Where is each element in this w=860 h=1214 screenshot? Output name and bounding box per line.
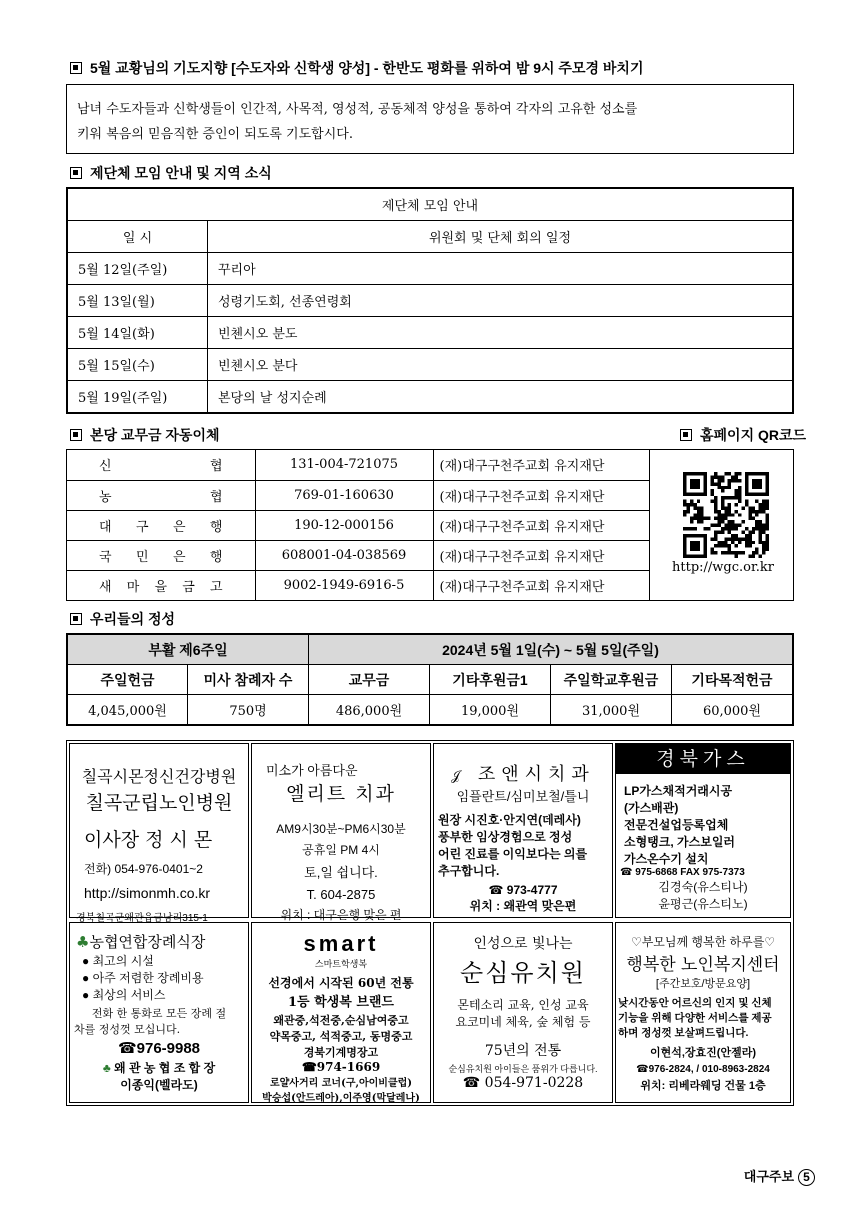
homepage-url[interactable]: http://wgc.or.kr — [672, 560, 774, 575]
table-row — [68, 285, 793, 317]
ad-funeral[interactable] — [69, 922, 249, 1103]
meetings-section-title: 제단체 모임 안내 및 지역 소식 — [70, 163, 272, 183]
ad-text: ☎976-9988 — [117, 1040, 201, 1057]
tooth-icon: 𝒥 — [451, 769, 467, 784]
ad-text: 기능을 위해 다양한 서비스를 제공 — [618, 1012, 772, 1024]
bank-box — [66, 449, 794, 601]
ad-dental-elite[interactable] — [251, 743, 431, 922]
ad-text: 풍부한 임상경험으로 정성 — [438, 830, 573, 844]
meeting-desc: 빈첸시오 분도 — [208, 317, 793, 349]
col-header: 기타목적헌금 — [672, 665, 793, 695]
table-row — [67, 510, 650, 540]
qr-code-icon[interactable] — [683, 472, 769, 558]
offering-week: 부활 제6주일 — [68, 635, 309, 665]
ad-text: ☎ 975-6868 FAX 975-7373 — [620, 867, 745, 878]
meeting-desc: 꾸리아 — [208, 253, 793, 285]
col-header: 미사 참례자 수 — [188, 665, 309, 695]
offering-value: 750명 — [188, 695, 309, 725]
account-owner: (재)대구구천주교회 유지재단 — [433, 570, 650, 600]
ad-text: 경북칠곡군왜관읍금남리315-1 — [76, 913, 208, 924]
bank-section-title: 본당 교무금 자동이체 — [70, 425, 220, 445]
clover-icon: ♣ — [102, 1061, 111, 1075]
ad-text: 경북가스 — [616, 744, 790, 774]
ad-text: ☎976-2824, / 010-8963-2824 — [636, 1064, 770, 1075]
ad-text: 칠곡군립노인병원 — [85, 792, 233, 814]
table-row — [67, 480, 650, 510]
ad-text: 원장 시진호·안지연(데레사) — [438, 813, 581, 827]
col-header: 교무금 — [309, 665, 430, 695]
ad-text: 1등 학생복 브랜드 — [287, 995, 394, 1010]
bank-name: 신 협 — [67, 450, 255, 480]
ad-text: 미소가 아름다운 — [266, 763, 358, 778]
meeting-desc: 성령기도회, 선종연령회 — [208, 285, 793, 317]
ad-text: 박승섭(안드레아),이주영(막달레나) — [262, 1093, 420, 1104]
ad-text: 전화 한 통화로 모든 장례 절 — [91, 1007, 227, 1020]
table-row — [67, 570, 650, 600]
ad-smart[interactable] — [251, 922, 431, 1103]
ad-text: 어린 진료를 이익보다는 의를 — [438, 847, 588, 861]
ad-text: ♣농협연합장례식장 — [76, 933, 206, 951]
table-row — [68, 349, 793, 381]
bank-name: 새 마 을 금 고 — [67, 570, 255, 600]
table-row — [68, 253, 793, 285]
meetings-table-wrap — [66, 187, 794, 414]
offering-value: 4,045,000원 — [68, 695, 188, 725]
bank-name: 국 민 은 행 — [67, 540, 255, 570]
meeting-date: 5월 19일(주일) — [68, 381, 208, 413]
square-bullet-icon — [70, 613, 82, 625]
account-owner: (재)대구구천주교회 유지재단 — [433, 450, 650, 480]
ad-text: 몬테소리 교육, 인성 교육 — [457, 998, 589, 1012]
col-header: 주일학교후원금 — [551, 665, 672, 695]
ad-text: 전문건설업등록업체 — [624, 818, 729, 832]
offering-section-title: 우리들의 정성 — [70, 609, 175, 629]
account-number: 608001-04-038569 — [255, 540, 433, 570]
ad-text: [주간보호/방문요양] — [655, 978, 751, 990]
ad-text: 위치 : 대구은행 맞은 편 — [280, 908, 402, 922]
ad-text: ☎ 054-971-0228 — [462, 1075, 584, 1091]
page-number: 5 — [798, 1169, 815, 1186]
square-bullet-icon — [70, 429, 82, 441]
ad-text: 칠곡시몬정신건강병원 — [81, 767, 237, 786]
ad-text: http://simonmh.co.kr — [84, 885, 211, 901]
account-owner: (재)대구구천주교회 유지재단 — [433, 480, 650, 510]
ad-text: 요코미네 체육, 숲 체험 등 — [455, 1015, 591, 1029]
account-number: 769-01-160630 — [255, 480, 433, 510]
ad-text: ● 아주 저렴한 장례비용 — [82, 971, 204, 985]
meetings-table-title: 제단체 모임 안내 — [68, 189, 793, 221]
bank-name: 농 협 — [67, 480, 255, 510]
ad-text: 약목중고, 석적중고, 동명중고 — [269, 1030, 413, 1043]
ad-text: 75년의 전통 — [484, 1043, 562, 1059]
prayer-section-title: 5월 교황님의 기도지향 [수도자와 신학생 양성] - 한반도 평화를 위하여 밤 9시 주모경 바치기 — [70, 58, 643, 78]
page-footer — [744, 1166, 815, 1186]
meeting-date: 5월 14일(화) — [68, 317, 208, 349]
ad-text: 엘리트 치과 — [286, 783, 396, 805]
offering-table-wrap — [66, 633, 794, 726]
ad-text: 낮시간동안 어르신의 인지 및 신체 — [618, 997, 772, 1009]
square-bullet-icon — [70, 62, 82, 74]
meeting-date: 5월 12일(주일) — [68, 253, 208, 285]
meeting-date: 5월 15일(수) — [68, 349, 208, 381]
ad-text: LP가스채적거래시공 — [624, 784, 733, 798]
bank-name: 대 구 은 행 — [67, 510, 255, 540]
offering-value: 31,000원 — [551, 695, 672, 725]
ad-text: ● 최상의 서비스 — [82, 988, 166, 1002]
meetings-table — [67, 188, 793, 413]
table-row — [68, 381, 793, 413]
ad-text: 임플란트/심미보철/틀니 — [456, 789, 590, 804]
ad-text: 순심유치원 아이들은 품위가 다릅니다. — [448, 1064, 598, 1074]
ad-text: 하며 정성껏 보살펴드립니다. — [618, 1027, 749, 1039]
ad-text: 이종익(벨라도) — [120, 1078, 198, 1092]
ad-text: (가스배관) — [624, 801, 679, 815]
offering-value: 486,000원 — [309, 695, 430, 725]
ad-text: 로얄사거리 코너(구,아이비클럽) — [269, 1078, 412, 1089]
ad-text: ● 최고의 시설 — [82, 954, 154, 968]
ad-text: 스마트학생복 — [314, 959, 368, 969]
ad-dental-joan[interactable] — [433, 743, 613, 918]
ads-box — [66, 740, 794, 1106]
meeting-desc: 본당의 날 성지순례 — [208, 381, 793, 413]
account-number: 131-004-721075 — [255, 450, 433, 480]
square-bullet-icon — [680, 429, 692, 441]
ad-text: 이현석,장효진(안젤라) — [649, 1047, 756, 1059]
offering-value: 60,000원 — [672, 695, 793, 725]
ad-text: 행복한 노인복지센터 — [626, 955, 780, 975]
ad-gas[interactable] — [615, 743, 791, 918]
prayer-box — [66, 84, 794, 154]
ad-text: 이사장 정 시 몬 — [84, 829, 213, 851]
offering-table — [67, 634, 793, 725]
prayer-text-line: 키워 복음의 믿음직한 증인이 되도록 기도합시다. — [77, 127, 353, 142]
ad-text: 소형탱크, 가스보일러 — [624, 835, 735, 849]
ad-text: 윤평근(유스티노) — [658, 897, 748, 911]
offering-value: 19,000원 — [430, 695, 551, 725]
qr-section-title: 홈페이지 QR코드 — [680, 425, 806, 445]
account-number: 190-12-000156 — [255, 510, 433, 540]
table-row — [68, 695, 793, 725]
ad-text: ☎974-1669 — [301, 1060, 381, 1074]
ad-text: 공휴일 PM 4시 — [302, 843, 380, 857]
ad-text: 위치 : 왜관역 맞은편 — [469, 899, 577, 913]
ad-text: 경북기계명장고 — [303, 1046, 379, 1059]
ad-text: 순심유치원 — [460, 959, 586, 987]
bank-table — [67, 450, 650, 600]
qr-area — [653, 450, 793, 600]
ad-text: 인성으로 빛나는 — [473, 936, 573, 952]
ad-text: 김경숙(유스티나) — [658, 880, 748, 894]
table-row — [67, 450, 650, 480]
ad-text: 가스온수기 설치 — [624, 852, 709, 866]
col-date-header: 일 시 — [68, 221, 208, 253]
ad-text: 토,일 쉽니다. — [304, 865, 378, 880]
ad-text: ♡부모님께 행복한 하루를♡ — [630, 935, 776, 949]
square-bullet-icon — [70, 167, 82, 179]
offering-period: 2024년 5월 1일(수) ~ 5월 5일(주일) — [309, 635, 793, 665]
col-header: 기타후원금1 — [430, 665, 551, 695]
ad-text: ♣ 왜 관 농 협 조 합 장 — [102, 1061, 216, 1075]
ad-text: 𝒥 조앤시치과 — [451, 764, 595, 785]
ad-welfare[interactable] — [615, 922, 791, 1103]
ad-kindergarten[interactable] — [433, 922, 613, 1103]
col-desc-header: 위원회 및 단체 회의 일정 — [208, 221, 793, 253]
ad-text: AM9시30분~PM6시30분 — [276, 822, 406, 836]
table-row — [67, 540, 650, 570]
ad-text: 추구합니다. — [438, 864, 500, 878]
smart-logo: smart — [303, 931, 379, 956]
ad-text: 왜관중,석전중,순심남여중고 — [273, 1014, 409, 1027]
ad-text: ☎ 973-4777 — [488, 883, 558, 897]
ad-hospital[interactable] — [69, 743, 249, 924]
ad-text: 선경에서 시작된 60년 전통 — [268, 976, 414, 990]
table-row — [68, 317, 793, 349]
meeting-date: 5월 13일(월) — [68, 285, 208, 317]
ad-text: 위치: 리베라웨딩 건물 1층 — [640, 1080, 766, 1092]
clover-icon: ♣ — [76, 933, 90, 951]
account-owner: (재)대구구천주교회 유지재단 — [433, 510, 650, 540]
meeting-desc: 빈첸시오 분다 — [208, 349, 793, 381]
footer-label: 대구주보 — [743, 1169, 794, 1184]
account-number: 9002-1949-6916-5 — [255, 570, 433, 600]
ad-text: T. 604-2875 — [306, 887, 376, 902]
ad-text: 전화) 054-976-0401~2 — [84, 862, 203, 876]
prayer-text-line: 남녀 수도자들과 신학생들이 인간적, 사목적, 영성적, 공동체적 양성을 통하여 각자의 고유한 성소를 — [77, 102, 638, 117]
account-owner: (재)대구구천주교회 유지재단 — [433, 540, 650, 570]
ad-text: 차를 정성껏 모십니다. — [74, 1023, 181, 1036]
col-header: 주일헌금 — [68, 665, 188, 695]
